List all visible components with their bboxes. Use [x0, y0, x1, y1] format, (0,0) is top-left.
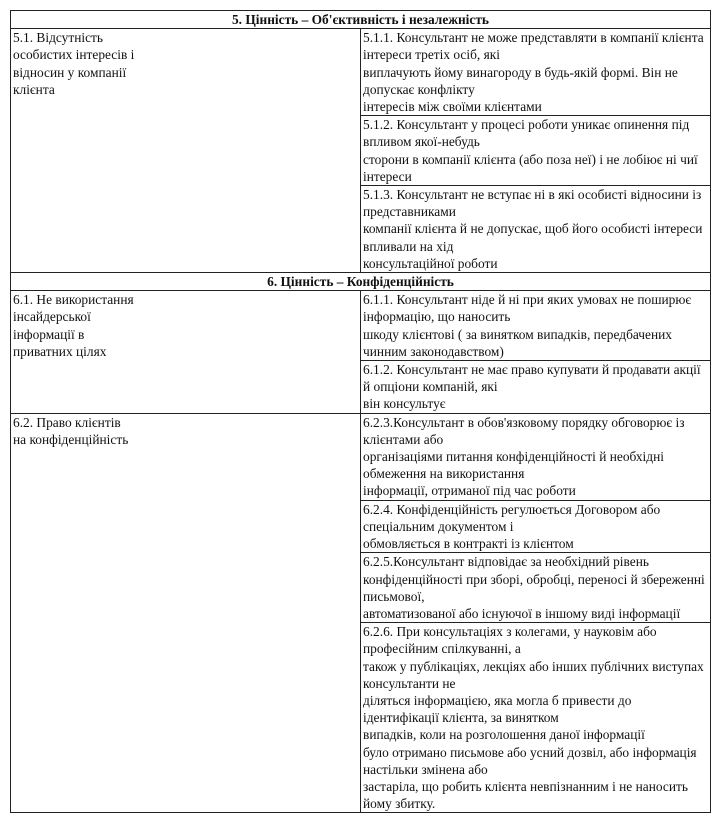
section-5-title: 5. Цінність – Об'єктивність і незалежність — [11, 11, 711, 29]
section-header-row — [11, 273, 711, 291]
item-text: 6.2.3.Консультант в обов'язковому порядку обговорює із клієнтами або організаціями питання конфіденційності й необхідні обмеження на використання інформації, отриманої під час роботи — [361, 413, 711, 500]
group-label: 5.1. Відсутність особистих інтересів і відносин у компанії клієнта — [11, 29, 361, 273]
section-header-row — [11, 11, 711, 29]
table-row — [11, 29, 711, 116]
group-label: 6.2. Право клієнтів на конфіденційність — [11, 413, 361, 813]
item-text: 5.1.2. Консультант у процесі роботи уникає опинення під впливом якої-небудь сторони в компанії клієнта (або поза неї) і не лобіює ні чиї інтереси — [361, 116, 711, 186]
item-text: 6.2.4. Конфіденційність регулюється Договором або спеціальним документом і обмовляється в контракті із клієнтом — [361, 500, 711, 553]
table-row — [11, 413, 711, 500]
item-text: 6.1.1. Консультант ніде й ні при яких умовах не поширює інформацію, що наносить шкоду клієнтові ( за винятком випадків, передбачених чинним законодавством) — [361, 291, 711, 361]
item-text: 5.1.1. Консультант не може представляти в компанії клієнта інтереси третіх осіб, які виплачують йому винагороду в будь-якій формі. Він не допускає конфлікту інтересів між своїми клієнтами — [361, 29, 711, 116]
item-text: 5.1.3. Консультант не вступає ні в які особисті відносини із представниками компанії клієнта й не допускає, щоб його особисті інтереси впливали на хід консультаційної роботи — [361, 186, 711, 273]
table-row — [11, 291, 711, 361]
ethics-table — [10, 10, 711, 813]
group-label: 6.1. Не використання інсайдерської інформації в приватних цілях — [11, 291, 361, 413]
item-text: 6.2.5.Консультант відповідає за необхідний рівень конфіденційності при зборі, обробці, переносі й збереженні письмової, автоматизованої або існуючої в іншому виді інформації — [361, 553, 711, 623]
item-text: 6.1.2. Консультант не має право купувати й продавати акції й опціони компаній, які він консультує — [361, 361, 711, 414]
section-6-title: 6. Цінність – Конфіденційність — [11, 273, 711, 291]
item-text: 6.2.6. При консультаціях з колегами, у науковім або професійним спілкуванні, а також у публікаціях, лекціях або інших публічних виступах консультанти не діляться інформацією, яка могла б привести до ідентифікації клієнта, за винятком випадків, коли на розголошення даної інформації було отримано письмове або усний дозвіл, або інформація настільки змінена або застаріла, що робить клієнта невпізнанним і не наносить йому збитку. — [361, 623, 711, 813]
